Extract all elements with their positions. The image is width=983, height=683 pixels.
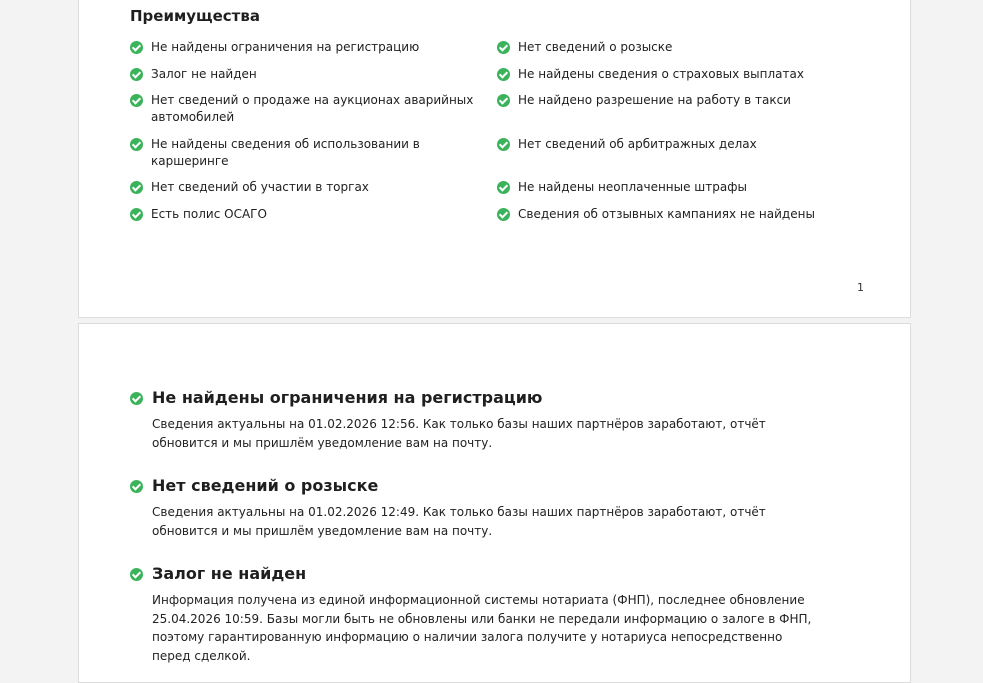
advantage-label: Не найдены неоплаченные штрафы: [518, 180, 747, 194]
report-page-2: [78, 323, 911, 683]
advantage-item: [130, 206, 490, 233]
advantage-label: Сведения об отзывных кампаниях не найдены: [518, 207, 815, 221]
detail-title-text: Нет сведений о розыске: [152, 476, 379, 495]
advantage-item: [497, 206, 827, 233]
detail-text: Информация получена из единой информационной системы нотариата (ФНП), последнее обновление 25.04.2026 10:59. Базы могли быть не обновлены или банки не передали информацию о залоге в ФНП, поэтому гарантированную информацию о наличии залога получите у нотариуса непосредственно перед сделкой.: [152, 593, 812, 663]
advantage-label: Не найдены ограничения на регистрацию: [151, 40, 420, 54]
advantage-item: [130, 136, 430, 179]
detail-title: [130, 564, 830, 584]
detail-text: Сведения актуальны на 01.02.2026 12:56. Как только базы наших партнёров заработают, отчёт обновится и мы пришлём уведомление вам на почту.: [152, 417, 766, 450]
detail-title-text: Не найдены ограничения на регистрацию: [152, 388, 543, 407]
check-circle-icon: [497, 181, 510, 194]
advantage-item: [130, 66, 490, 92]
advantage-label: Не найдены сведения об использовании в каршеринге: [151, 137, 420, 168]
advantage-label: Залог не найден: [151, 67, 257, 81]
advantage-item: [497, 39, 827, 66]
advantage-label: Нет сведений о продаже на аукционах аварийных автомобилей: [151, 93, 474, 124]
check-circle-icon: [497, 94, 510, 107]
check-circle-icon: [130, 392, 143, 405]
advantage-item: [497, 92, 827, 136]
advantage-item: [130, 92, 490, 136]
advantage-label: Нет сведений об арбитражных делах: [518, 137, 757, 151]
page-number: 1: [857, 281, 864, 294]
report-page-1: [78, 0, 911, 318]
advantage-label: Есть полис ОСАГО: [151, 207, 267, 221]
check-circle-icon: [130, 94, 143, 107]
advantage-label: Не найдены сведения о страховых выплатах: [518, 67, 804, 81]
advantage-item: [497, 136, 827, 179]
detail-title: [130, 388, 830, 408]
check-circle-icon: [497, 41, 510, 54]
detail-title-text: Залог не найден: [152, 564, 307, 583]
detail-text: Сведения актуальны на 01.02.2026 12:49. Как только базы наших партнёров заработают, отчёт обновится и мы пришлём уведомление вам на почту.: [152, 505, 766, 538]
detail-section-registration: [130, 388, 830, 452]
check-circle-icon: [497, 68, 510, 81]
advantage-item: [497, 66, 827, 92]
check-circle-icon: [130, 480, 143, 493]
check-circle-icon: [130, 41, 143, 54]
advantages-list-right: [497, 39, 827, 233]
detail-title: [130, 476, 830, 496]
detail-section-pledge: [130, 564, 830, 665]
check-circle-icon: [130, 68, 143, 81]
advantage-item: [497, 179, 827, 206]
check-circle-icon: [497, 138, 510, 151]
check-circle-icon: [130, 568, 143, 581]
advantage-label: Не найдено разрешение на работу в такси: [518, 93, 791, 107]
advantages-title: Преимущества: [130, 7, 260, 25]
detail-section-wanted: [130, 476, 830, 540]
advantage-label: Нет сведений о розыске: [518, 40, 673, 54]
check-circle-icon: [130, 181, 143, 194]
advantage-item: [130, 39, 490, 66]
advantages-list-left: [130, 39, 490, 233]
advantage-label: Нет сведений об участии в торгах: [151, 180, 369, 194]
check-circle-icon: [130, 138, 143, 151]
check-circle-icon: [130, 208, 143, 221]
check-circle-icon: [497, 208, 510, 221]
advantage-item: [130, 179, 490, 206]
